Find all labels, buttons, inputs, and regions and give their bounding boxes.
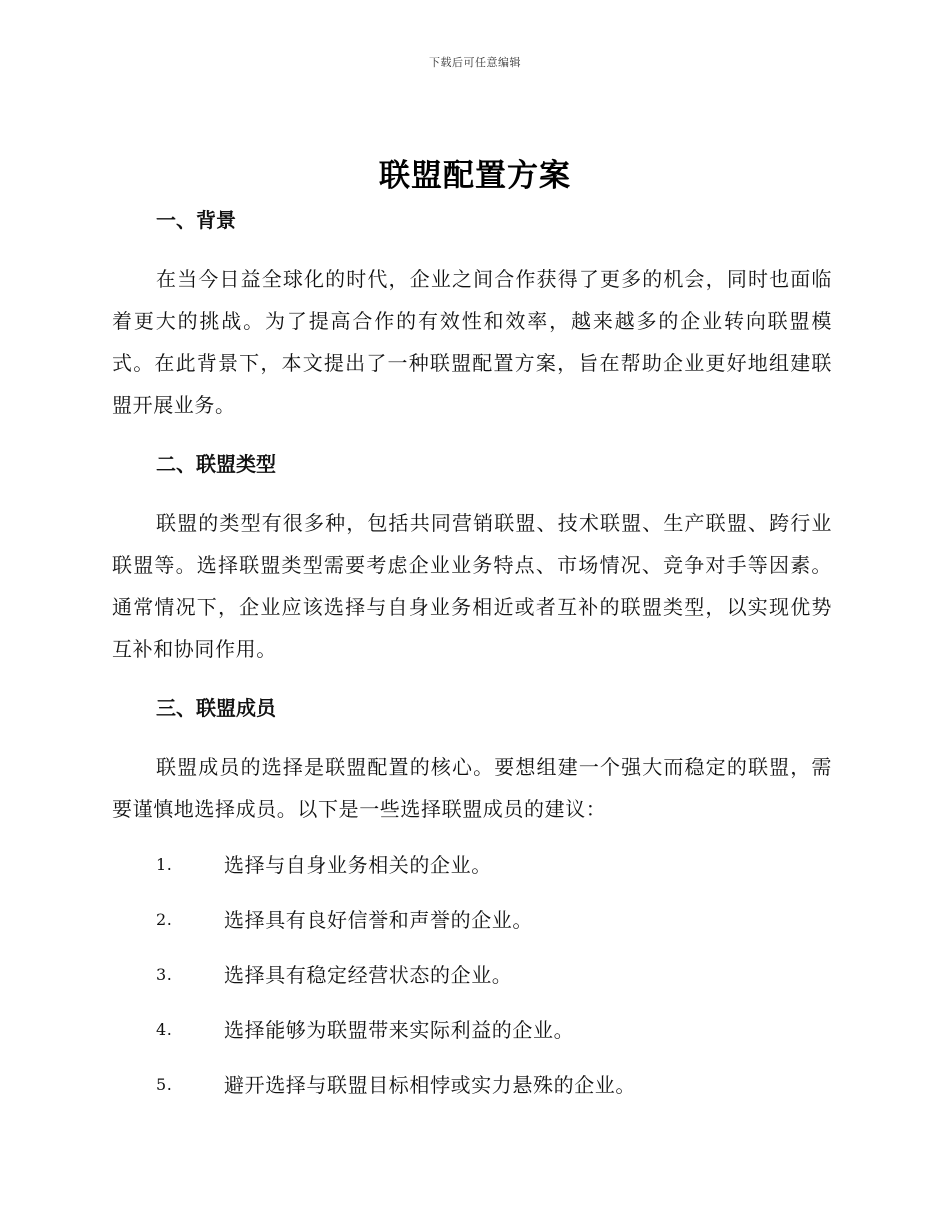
section-heading-background: 一、背景 (156, 208, 236, 232)
list-item-text: 避开选择与联盟目标相悖或实力悬殊的企业。 (224, 1073, 636, 1097)
list-item-text: 选择能够为联盟带来实际利益的企业。 (224, 1018, 575, 1042)
list-item-number: 2. (156, 910, 173, 929)
list-item-number: 4. (156, 1020, 173, 1039)
list-item (112, 844, 832, 899)
member-selection-list (112, 844, 832, 1119)
list-item (112, 954, 832, 1009)
section-paragraph-background: 在当今日益全球化的时代，企业之间合作获得了更多的机会，同时也面临着更大的挑战。为了提高合作的有效性和效率，越来越多的企业转向联盟模式。在此背景下，本文提出了一种联盟配置方案，旨在帮助企业更好地组建联盟开展业务。 (112, 267, 832, 417)
list-item-number: 1. (156, 855, 173, 874)
list-item-number: 5. (156, 1075, 173, 1094)
list-item-number: 3. (156, 965, 173, 984)
header-note: 下载后可任意编辑 (429, 56, 521, 69)
section-heading-alliance-type: 二、联盟类型 (156, 452, 276, 476)
section-paragraph-alliance-type: 联盟的类型有很多种，包括共同营销联盟、技术联盟、生产联盟、跨行业联盟等。选择联盟类型需要考虑企业业务特点、市场情况、竞争对手等因素。通常情况下，企业应该选择与自身业务相近或者互补的联盟类型，以实现优势互补和协同作用。 (112, 511, 832, 661)
document-body (112, 204, 832, 1119)
list-item-text: 选择具有稳定经营状态的企业。 (224, 963, 513, 987)
list-item-text: 选择具有良好信誉和声誉的企业。 (224, 908, 533, 932)
document-title: 联盟配置方案 (379, 158, 571, 194)
list-item (112, 899, 832, 954)
section-heading-alliance-members: 三、联盟成员 (156, 696, 276, 720)
list-item-text: 选择与自身业务相关的企业。 (224, 853, 492, 877)
list-item (112, 1009, 832, 1064)
section-paragraph-alliance-members: 联盟成员的选择是联盟配置的核心。要想组建一个强大而稳定的联盟，需要谨慎地选择成员。以下是一些选择联盟成员的建议： (112, 755, 832, 821)
list-item (112, 1064, 832, 1119)
